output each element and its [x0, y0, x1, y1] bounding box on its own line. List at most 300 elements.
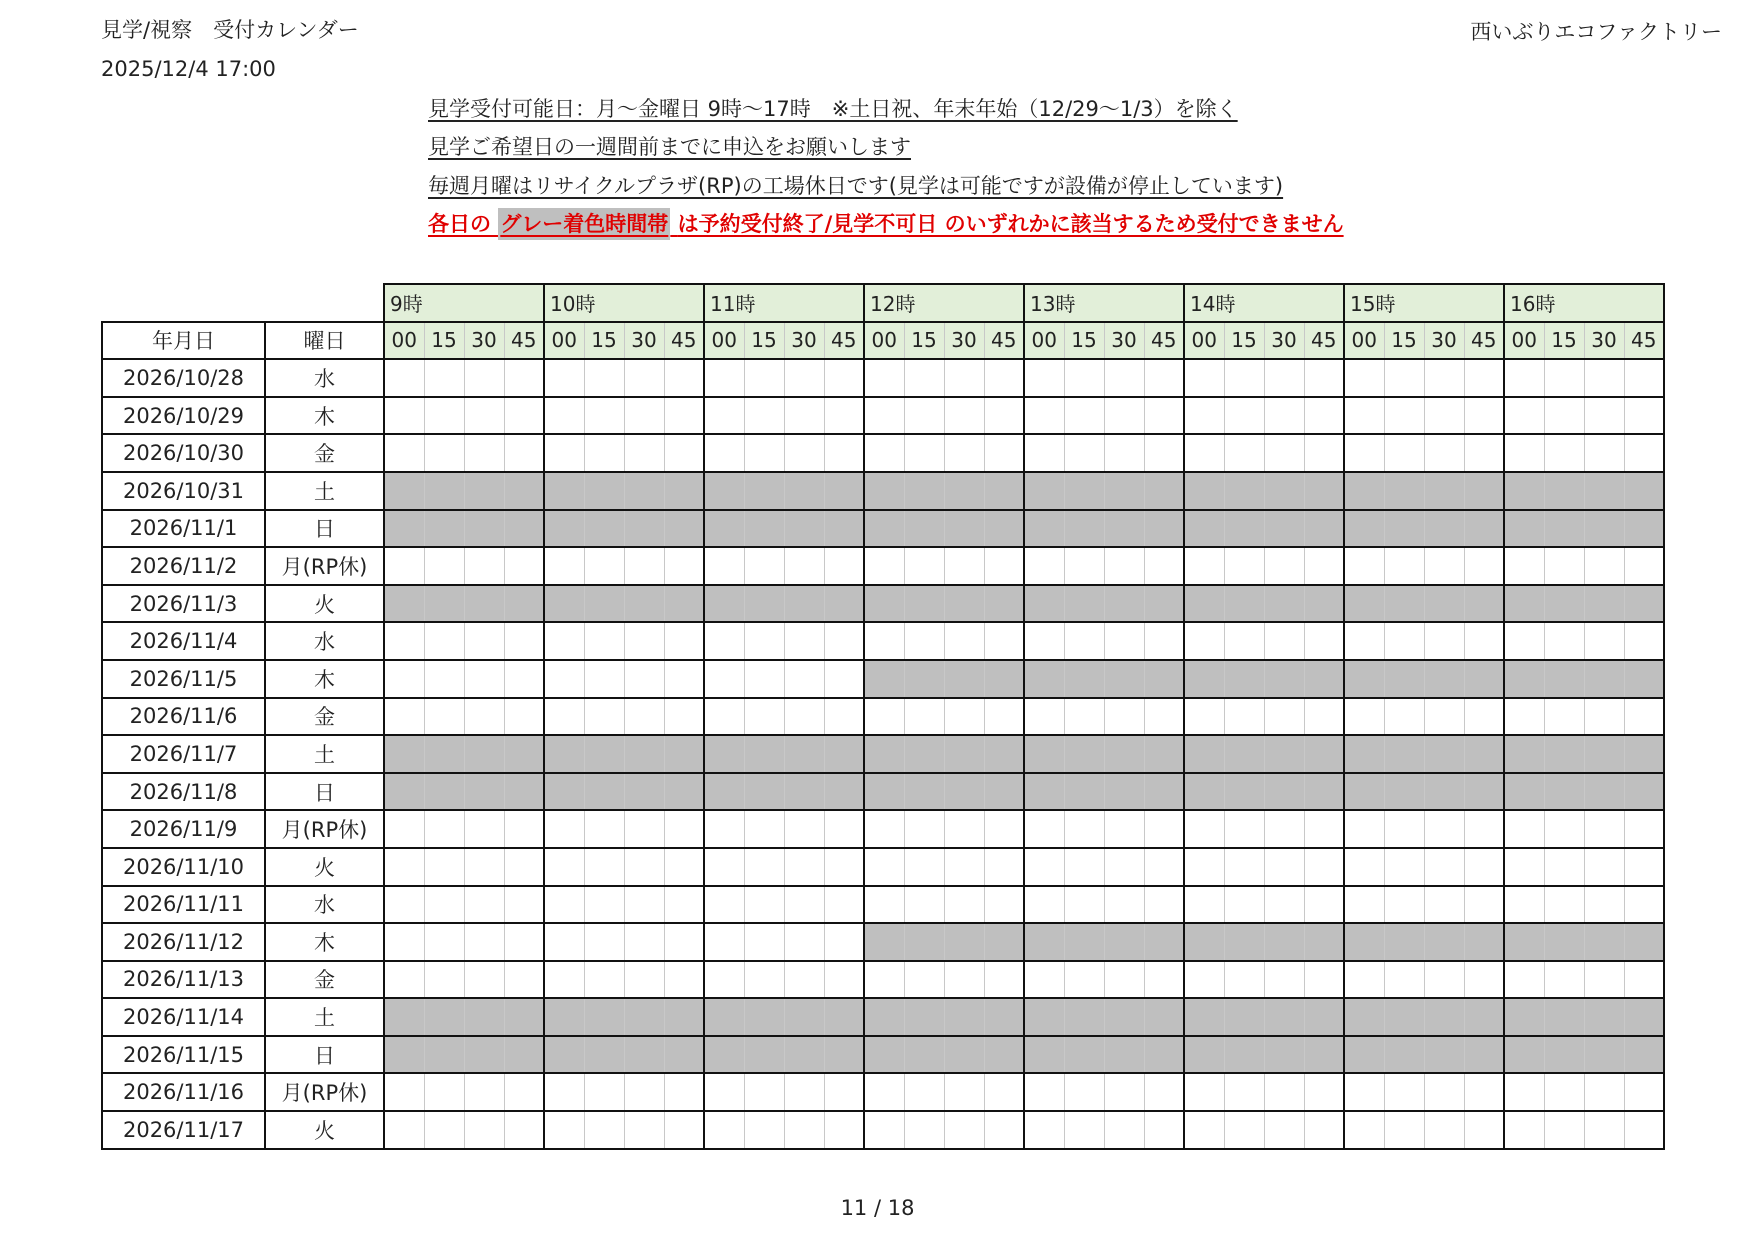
minute-header: 45: [664, 322, 704, 360]
time-slot-closed: [704, 510, 744, 548]
time-slot-closed: [424, 585, 464, 623]
time-slot-open: [1464, 886, 1504, 924]
time-slot-open: [1144, 848, 1184, 886]
time-slot-open: [904, 622, 944, 660]
calendar-row: [102, 1036, 1664, 1074]
time-slot-closed: [504, 998, 544, 1036]
time-slot-open: [544, 397, 584, 435]
time-slot-open: [704, 359, 744, 397]
time-slot-closed: [624, 472, 664, 510]
time-slot-open: [1184, 359, 1224, 397]
time-slot-closed: [1264, 660, 1304, 698]
time-slot-closed: [1344, 660, 1384, 698]
time-slot-open: [1344, 397, 1384, 435]
calendar-row: [102, 998, 1664, 1036]
time-slot-open: [1344, 547, 1384, 585]
minute-header: 45: [984, 322, 1024, 360]
time-slot-open: [824, 434, 864, 472]
weekday-cell: 月(RP休): [265, 810, 384, 848]
time-slot-open: [1064, 397, 1104, 435]
time-slot-closed: [584, 510, 624, 548]
time-slot-open: [1024, 886, 1064, 924]
time-slot-closed: [1384, 923, 1424, 961]
time-slot-open: [1264, 1073, 1304, 1111]
time-slot-closed: [1464, 660, 1504, 698]
time-slot-open: [784, 698, 824, 736]
time-slot-open: [464, 622, 504, 660]
time-slot-open: [464, 698, 504, 736]
time-slot-closed: [1064, 660, 1104, 698]
time-slot-open: [464, 923, 504, 961]
time-slot-open: [1504, 886, 1544, 924]
minute-header: 15: [424, 322, 464, 360]
time-slot-closed: [1064, 998, 1104, 1036]
time-slot-closed: [1104, 585, 1144, 623]
time-slot-open: [1424, 886, 1464, 924]
time-slot-closed: [1624, 1036, 1664, 1074]
time-slot-open: [664, 961, 704, 999]
time-slot-open: [864, 359, 904, 397]
time-slot-open: [864, 886, 904, 924]
time-slot-closed: [744, 773, 784, 811]
time-slot-open: [504, 848, 544, 886]
hour-header: 16時: [1504, 284, 1664, 322]
time-slot-closed: [864, 472, 904, 510]
time-slot-open: [1464, 961, 1504, 999]
time-slot-open: [744, 397, 784, 435]
time-slot-open: [984, 1111, 1024, 1149]
time-slot-closed: [624, 1036, 664, 1074]
time-slot-closed: [1424, 660, 1464, 698]
time-slot-closed: [1584, 660, 1624, 698]
time-slot-open: [1264, 961, 1304, 999]
time-slot-closed: [1144, 585, 1184, 623]
time-slot-closed: [704, 1036, 744, 1074]
time-slot-open: [904, 1073, 944, 1111]
date-column-header: 年月日: [102, 322, 265, 360]
note-warning-highlight: グレー着色時間帯: [498, 208, 670, 240]
time-slot-closed: [464, 1036, 504, 1074]
time-slot-closed: [1504, 585, 1544, 623]
time-slot-closed: [424, 773, 464, 811]
time-slot-open: [1184, 434, 1224, 472]
time-slot-closed: [1184, 998, 1224, 1036]
time-slot-open: [904, 848, 944, 886]
time-slot-open: [784, 1111, 824, 1149]
date-cell: 2026/11/7: [102, 735, 265, 773]
time-slot-open: [584, 434, 624, 472]
time-slot-open: [1264, 698, 1304, 736]
weekday-cell: 月(RP休): [265, 547, 384, 585]
calendar-row: [102, 848, 1664, 886]
time-slot-open: [904, 359, 944, 397]
time-slot-closed: [464, 510, 504, 548]
time-slot-open: [1104, 848, 1144, 886]
time-slot-open: [1544, 1073, 1584, 1111]
hour-header: 14時: [1184, 284, 1344, 322]
time-slot-open: [1304, 698, 1344, 736]
time-slot-open: [704, 547, 744, 585]
weekday-column-header: 曜日: [265, 322, 384, 360]
time-slot-open: [584, 886, 624, 924]
time-slot-open: [1424, 1111, 1464, 1149]
time-slot-closed: [1144, 1036, 1184, 1074]
time-slot-open: [1464, 397, 1504, 435]
time-slot-open: [864, 698, 904, 736]
time-slot-open: [664, 848, 704, 886]
time-slot-open: [824, 923, 864, 961]
time-slot-open: [984, 1073, 1024, 1111]
time-slot-open: [1424, 622, 1464, 660]
time-slot-open: [384, 660, 424, 698]
time-slot-closed: [1224, 660, 1264, 698]
time-slot-open: [1384, 547, 1424, 585]
time-slot-open: [1144, 434, 1184, 472]
time-slot-open: [704, 961, 744, 999]
time-slot-closed: [584, 998, 624, 1036]
time-slot-open: [1024, 622, 1064, 660]
time-slot-closed: [384, 998, 424, 1036]
time-slot-open: [1624, 434, 1664, 472]
time-slot-closed: [1184, 585, 1224, 623]
minute-header: 15: [584, 322, 624, 360]
time-slot-open: [1384, 397, 1424, 435]
calendar-row: [102, 773, 1664, 811]
time-slot-closed: [1104, 660, 1144, 698]
time-slot-open: [624, 1073, 664, 1111]
time-slot-closed: [784, 1036, 824, 1074]
hour-header: 11時: [704, 284, 864, 322]
time-slot-open: [1384, 698, 1424, 736]
time-slot-closed: [1424, 585, 1464, 623]
time-slot-open: [1344, 1111, 1384, 1149]
time-slot-open: [744, 660, 784, 698]
time-slot-closed: [1264, 472, 1304, 510]
time-slot-open: [584, 698, 624, 736]
time-slot-open: [904, 397, 944, 435]
time-slot-closed: [384, 735, 424, 773]
time-slot-open: [584, 547, 624, 585]
time-slot-closed: [1504, 998, 1544, 1036]
calendar-row: [102, 810, 1664, 848]
time-slot-open: [1304, 848, 1344, 886]
time-slot-open: [1464, 359, 1504, 397]
time-slot-closed: [944, 472, 984, 510]
time-slot-closed: [944, 585, 984, 623]
time-slot-open: [1304, 1073, 1344, 1111]
time-slot-open: [704, 848, 744, 886]
time-slot-open: [1144, 397, 1184, 435]
time-slot-closed: [904, 585, 944, 623]
time-slot-closed: [1304, 773, 1344, 811]
time-slot-closed: [424, 1036, 464, 1074]
time-slot-open: [1064, 547, 1104, 585]
time-slot-closed: [1584, 923, 1624, 961]
time-slot-open: [384, 1073, 424, 1111]
time-slot-open: [1424, 961, 1464, 999]
date-cell: 2026/11/8: [102, 773, 265, 811]
time-slot-open: [504, 397, 544, 435]
time-slot-closed: [1544, 660, 1584, 698]
time-slot-open: [1624, 359, 1664, 397]
minute-header: 30: [1424, 322, 1464, 360]
time-slot-closed: [624, 998, 664, 1036]
time-slot-open: [504, 434, 544, 472]
hour-header: 15時: [1344, 284, 1504, 322]
time-slot-open: [1584, 1073, 1624, 1111]
time-slot-closed: [1184, 773, 1224, 811]
hour-header: 12時: [864, 284, 1024, 322]
time-slot-open: [384, 434, 424, 472]
time-slot-closed: [1224, 585, 1264, 623]
time-slot-open: [824, 622, 864, 660]
time-slot-open: [1384, 810, 1424, 848]
time-slot-closed: [824, 510, 864, 548]
time-slot-open: [1304, 622, 1344, 660]
time-slot-open: [984, 810, 1024, 848]
time-slot-closed: [384, 1036, 424, 1074]
time-slot-closed: [984, 510, 1024, 548]
time-slot-open: [1504, 961, 1544, 999]
time-slot-open: [664, 1073, 704, 1111]
time-slot-open: [744, 923, 784, 961]
calendar-row: [102, 510, 1664, 548]
time-slot-open: [824, 660, 864, 698]
time-slot-open: [944, 1111, 984, 1149]
time-slot-closed: [1304, 585, 1344, 623]
weekday-cell: 日: [265, 773, 384, 811]
time-slot-open: [1224, 1073, 1264, 1111]
time-slot-open: [904, 698, 944, 736]
date-cell: 2026/11/14: [102, 998, 265, 1036]
time-slot-closed: [664, 472, 704, 510]
time-slot-closed: [944, 923, 984, 961]
time-slot-open: [1064, 961, 1104, 999]
time-slot-open: [1264, 810, 1304, 848]
time-slot-open: [1064, 886, 1104, 924]
time-slot-closed: [1424, 735, 1464, 773]
time-slot-open: [1104, 961, 1144, 999]
time-slot-open: [1624, 886, 1664, 924]
time-slot-closed: [1504, 923, 1544, 961]
minute-header: 45: [1464, 322, 1504, 360]
time-slot-open: [1104, 698, 1144, 736]
time-slot-closed: [1624, 923, 1664, 961]
time-slot-closed: [784, 773, 824, 811]
time-slot-closed: [1384, 998, 1424, 1036]
time-slot-open: [1464, 810, 1504, 848]
time-slot-open: [1344, 698, 1384, 736]
hour-header: 13時: [1024, 284, 1184, 322]
time-slot-closed: [1264, 735, 1304, 773]
calendar-row: [102, 886, 1664, 924]
calendar-row: [102, 585, 1664, 623]
date-cell: 2026/11/12: [102, 923, 265, 961]
time-slot-open: [1544, 622, 1584, 660]
time-slot-closed: [744, 472, 784, 510]
time-slot-closed: [984, 773, 1024, 811]
time-slot-open: [1224, 434, 1264, 472]
time-slot-open: [1064, 622, 1104, 660]
time-slot-open: [1304, 886, 1344, 924]
weekday-cell: 水: [265, 622, 384, 660]
time-slot-open: [1224, 886, 1264, 924]
time-slot-open: [744, 961, 784, 999]
time-slot-open: [1264, 886, 1304, 924]
time-slot-open: [1224, 622, 1264, 660]
time-slot-open: [464, 886, 504, 924]
hour-header: 10時: [544, 284, 704, 322]
time-slot-open: [1024, 359, 1064, 397]
time-slot-closed: [1184, 923, 1224, 961]
time-slot-open: [504, 359, 544, 397]
time-slot-open: [744, 622, 784, 660]
time-slot-closed: [1184, 660, 1224, 698]
time-slot-closed: [1584, 735, 1624, 773]
time-slot-open: [424, 434, 464, 472]
time-slot-open: [704, 397, 744, 435]
time-slot-closed: [584, 1036, 624, 1074]
time-slot-open: [1624, 1111, 1664, 1149]
time-slot-open: [984, 886, 1024, 924]
time-slot-open: [1464, 1073, 1504, 1111]
time-slot-open: [424, 359, 464, 397]
time-slot-open: [1184, 622, 1224, 660]
time-slot-open: [504, 886, 544, 924]
time-slot-open: [424, 923, 464, 961]
minute-header: 00: [1184, 322, 1224, 360]
calendar-row: [102, 359, 1664, 397]
time-slot-closed: [624, 735, 664, 773]
time-slot-open: [1384, 434, 1424, 472]
time-slot-open: [704, 923, 744, 961]
time-slot-open: [424, 810, 464, 848]
time-slot-closed: [904, 773, 944, 811]
time-slot-closed: [504, 510, 544, 548]
time-slot-closed: [1184, 472, 1224, 510]
time-slot-open: [1184, 1073, 1224, 1111]
time-slot-closed: [1584, 998, 1624, 1036]
note-apply-deadline: 見学ご希望日の一週間前までに申込をお願いします: [428, 135, 911, 159]
time-slot-open: [1584, 810, 1624, 848]
time-slot-open: [1624, 397, 1664, 435]
time-slot-closed: [1344, 472, 1384, 510]
time-slot-open: [1184, 886, 1224, 924]
time-slot-open: [944, 622, 984, 660]
time-slot-closed: [384, 472, 424, 510]
time-slot-open: [1144, 698, 1184, 736]
time-slot-open: [584, 359, 624, 397]
time-slot-open: [1584, 1111, 1624, 1149]
time-slot-closed: [984, 472, 1024, 510]
time-slot-open: [1184, 547, 1224, 585]
time-slot-open: [984, 359, 1024, 397]
time-slot-open: [744, 1111, 784, 1149]
minute-header: 30: [464, 322, 504, 360]
time-slot-open: [384, 547, 424, 585]
time-slot-closed: [464, 998, 504, 1036]
weekday-cell: 金: [265, 434, 384, 472]
time-slot-open: [1424, 397, 1464, 435]
time-slot-closed: [704, 585, 744, 623]
time-slot-closed: [1584, 773, 1624, 811]
time-slot-closed: [1384, 773, 1424, 811]
time-slot-open: [584, 961, 624, 999]
minute-header-row: [102, 322, 1664, 360]
time-slot-open: [1304, 434, 1344, 472]
time-slot-closed: [904, 735, 944, 773]
time-slot-open: [1264, 848, 1304, 886]
time-slot-closed: [544, 735, 584, 773]
time-slot-open: [624, 810, 664, 848]
time-slot-open: [1064, 848, 1104, 886]
time-slot-open: [704, 698, 744, 736]
time-slot-closed: [384, 585, 424, 623]
time-slot-open: [1064, 810, 1104, 848]
time-slot-open: [1224, 1111, 1264, 1149]
time-slot-open: [1384, 1111, 1424, 1149]
time-slot-closed: [984, 735, 1024, 773]
issued-timestamp: 2025/12/4 17:00: [101, 57, 276, 81]
time-slot-closed: [1144, 773, 1184, 811]
date-cell: 2026/11/4: [102, 622, 265, 660]
minute-header: 00: [1344, 322, 1384, 360]
time-slot-open: [784, 397, 824, 435]
time-slot-open: [584, 1073, 624, 1111]
time-slot-open: [464, 810, 504, 848]
time-slot-open: [1024, 810, 1064, 848]
time-slot-open: [464, 547, 504, 585]
time-slot-closed: [664, 1036, 704, 1074]
time-slot-closed: [1024, 923, 1064, 961]
time-slot-open: [464, 1111, 504, 1149]
time-slot-closed: [1504, 773, 1544, 811]
time-slot-open: [1624, 622, 1664, 660]
time-slot-open: [1144, 886, 1184, 924]
time-slot-open: [624, 660, 664, 698]
time-slot-closed: [1304, 998, 1344, 1036]
time-slot-open: [1104, 1073, 1144, 1111]
time-slot-closed: [864, 923, 904, 961]
hour-header-row: [102, 284, 1664, 322]
date-cell: 2026/11/13: [102, 961, 265, 999]
calendar-row: [102, 547, 1664, 585]
date-cell: 2026/10/28: [102, 359, 265, 397]
time-slot-open: [1464, 1111, 1504, 1149]
time-slot-open: [1584, 622, 1624, 660]
header-blank-cell: [102, 284, 384, 322]
time-slot-open: [664, 359, 704, 397]
time-slot-open: [1544, 886, 1584, 924]
time-slot-closed: [1144, 660, 1184, 698]
time-slot-open: [1504, 810, 1544, 848]
date-cell: 2026/11/10: [102, 848, 265, 886]
time-slot-closed: [464, 585, 504, 623]
time-slot-closed: [1304, 472, 1344, 510]
time-slot-open: [664, 810, 704, 848]
time-slot-open: [984, 397, 1024, 435]
time-slot-open: [384, 622, 424, 660]
time-slot-open: [1544, 848, 1584, 886]
time-slot-open: [624, 547, 664, 585]
time-slot-open: [424, 1111, 464, 1149]
time-slot-closed: [904, 998, 944, 1036]
time-slot-open: [1184, 810, 1224, 848]
time-slot-closed: [984, 660, 1024, 698]
time-slot-closed: [624, 773, 664, 811]
time-slot-closed: [1104, 472, 1144, 510]
time-slot-open: [984, 622, 1024, 660]
